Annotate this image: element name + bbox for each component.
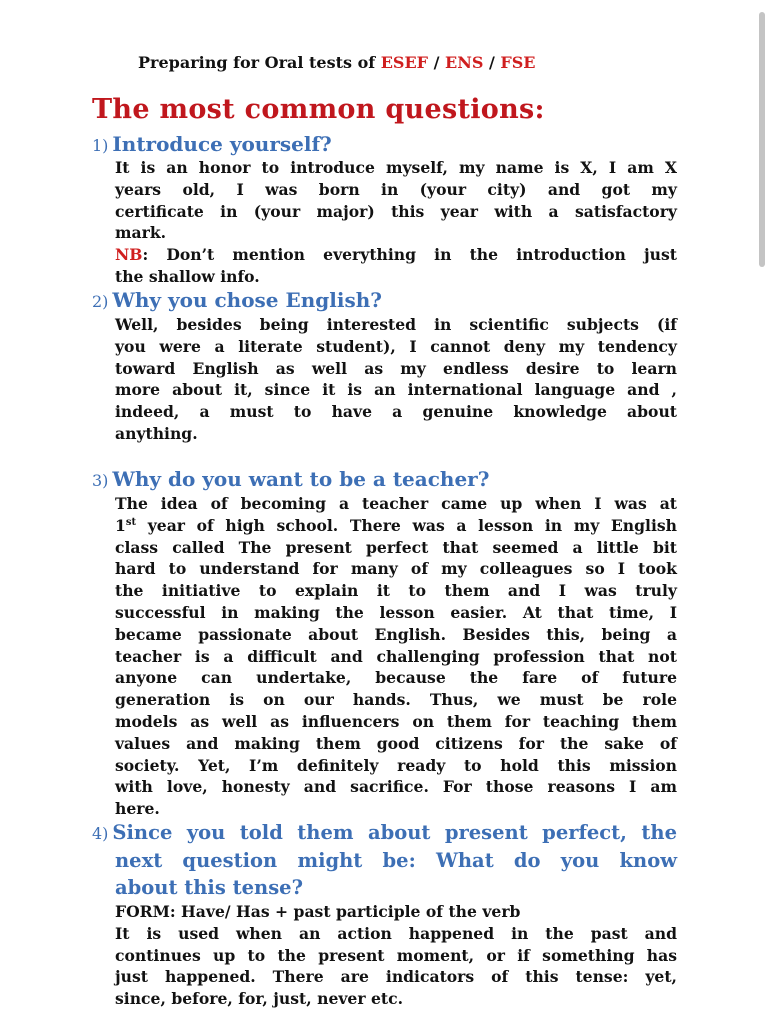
answer-4 <box>115 901 677 1010</box>
answer-line: became passionate about English. Besides this, being a <box>115 624 677 644</box>
question-line: about this tense? <box>115 876 304 899</box>
answer-line: Well, besides being interested in scientific subjects (if <box>115 315 677 334</box>
answer-line: you were a literate student), I cannot deny my tendency <box>115 336 677 356</box>
scrollbar[interactable] <box>759 12 765 267</box>
answer-line: indeed, a must to have a genuine knowledge about <box>115 402 677 422</box>
answer-line: with love, honesty and sacrifice. For those reasons I am <box>115 777 677 797</box>
answer-3 <box>115 493 677 820</box>
answer-line: the initiative to explain it to them and I was truly <box>115 581 677 601</box>
answer-line: certificate in (your major) this year with a satisfactory <box>115 201 677 221</box>
header-sep: / <box>428 53 445 72</box>
answer-line: The idea of becoming a teacher came up when I was at <box>115 494 677 513</box>
nb-line <box>115 244 677 266</box>
answer-line: generation is on our hands. Thus, we must be role <box>115 690 677 710</box>
page-title: The most common questions: <box>92 94 545 125</box>
answer-2 <box>115 314 677 445</box>
answer-line <box>115 515 677 537</box>
question-1-heading <box>92 131 332 159</box>
ordinal-number: 1 <box>115 515 126 535</box>
question-number: 3) <box>92 471 109 490</box>
question-3-heading <box>92 466 489 494</box>
answer-line: here. <box>115 799 160 819</box>
answer-line: values and making them good citizens for the sake of <box>115 733 677 753</box>
ordinal-suffix: st <box>125 516 137 528</box>
question-text: Why do you want to be a teacher? <box>112 467 490 491</box>
answer-line: years old, I was born in (your city) and got my <box>115 179 677 199</box>
answer-line: It is an honor to introduce myself, my name is X, I am X <box>115 158 677 177</box>
answer-line: continues up to the present moment, or if something has <box>115 945 677 965</box>
answer-line: since, before, for, just, never etc. <box>115 989 404 1009</box>
answer-line: teacher is a difficult and challenging profession that not <box>115 646 677 666</box>
question-number: 4) <box>92 824 109 843</box>
answer-text: year of high school. There was a lesson in my English <box>136 515 677 535</box>
answer-line: more about it, since it is an international language and , <box>115 380 677 400</box>
question-line: next question might be: What do you know <box>115 849 677 872</box>
question-text: Since you told them about present perfect, the <box>112 821 677 844</box>
header-ens: ENS <box>445 53 484 72</box>
answer-line: successful in making the lesson easier. At that time, I <box>115 602 677 622</box>
header-sep: / <box>483 53 501 72</box>
answer-line: just happened. There are indicators of this tense: yet, <box>115 967 677 987</box>
answer-line: society. Yet, I’m definitely ready to hold this mission <box>115 755 677 775</box>
answer-line: models as well as influencers on them for teaching them <box>115 711 677 731</box>
question-text: Introduce yourself? <box>112 132 332 156</box>
answer-line: hard to understand for many of my colleagues so I took <box>115 559 677 579</box>
question-4-heading <box>92 819 677 901</box>
question-text: Why you chose English? <box>112 288 382 312</box>
nb-label: NB <box>115 245 143 265</box>
question-2-heading <box>92 287 382 315</box>
answer-line: anyone can undertake, because the fare of future <box>115 668 677 688</box>
header-esef: ESEF <box>380 53 429 72</box>
answer-line: mark. <box>115 223 167 243</box>
answer-line: class called The present perfect that seemed a little bit <box>115 537 677 557</box>
header-fse: FSE <box>500 53 536 72</box>
answer-line: It is used when an action happened in the past and <box>115 923 677 943</box>
answer-line: anything. <box>115 423 198 443</box>
header-prefix: Preparing for Oral tests of <box>138 53 381 72</box>
question-number: 1) <box>92 136 109 155</box>
answer-line: toward English as well as my endless desire to learn <box>115 358 677 378</box>
nb-text: : Don’t mention everything in the introduction just <box>142 245 677 265</box>
form-line: FORM: Have/ Has + past participle of the verb <box>115 902 521 921</box>
question-line <box>92 819 677 847</box>
question-number: 2) <box>92 292 109 311</box>
nb-line: the shallow info. <box>115 266 260 286</box>
answer-1 <box>115 157 677 288</box>
document-header <box>138 53 535 72</box>
